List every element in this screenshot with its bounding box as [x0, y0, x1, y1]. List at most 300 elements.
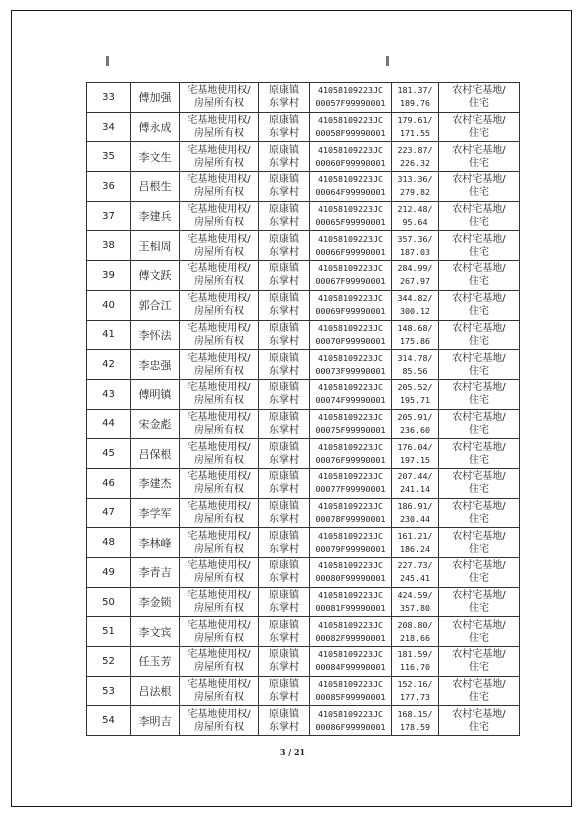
right-type-cell-line-2: 房屋所有权: [194, 454, 244, 466]
parcel-code-cell: [310, 439, 392, 469]
area-cell: [392, 201, 439, 231]
location-cell-line-2: 东掌村: [269, 157, 299, 169]
location-cell-line-2: 东掌村: [269, 395, 299, 407]
right-type-cell: [180, 172, 259, 202]
location-cell: [259, 587, 310, 617]
land-use-cell-line-2: 住宅: [469, 365, 489, 377]
row-number-cell: 44: [87, 409, 131, 439]
location-cell-line-2: 东掌村: [269, 128, 299, 140]
table-body: [87, 83, 520, 736]
row-number-cell: 33: [87, 83, 131, 113]
right-type-cell-line-1: 宅基地使用权/: [187, 590, 251, 602]
land-use-cell-line-2: 住宅: [469, 632, 489, 644]
owner-name-cell: 李林峰: [131, 528, 180, 558]
right-type-cell: [180, 231, 259, 261]
area-cell: [392, 142, 439, 172]
table-row: [87, 647, 520, 677]
location-cell-line-1: 原康镇: [269, 293, 299, 305]
right-type-cell-line-2: 房屋所有权: [194, 335, 244, 347]
land-use-cell-line-2: 住宅: [469, 157, 489, 169]
area-cell-line-1: 313.36/: [397, 174, 433, 185]
table-row: [87, 112, 520, 142]
parcel-code-cell-line-2: 00085F99990001: [315, 692, 386, 703]
land-use-cell: [439, 350, 520, 380]
owner-name-cell: 傅永成: [131, 112, 180, 142]
area-cell: [392, 290, 439, 320]
owner-name-cell: 任玉芳: [131, 647, 180, 677]
location-cell-line-1: 原康镇: [269, 619, 299, 631]
location-cell: [259, 172, 310, 202]
parcel-code-cell-line-2: 00080F99990001: [315, 573, 386, 584]
right-type-cell: [180, 409, 259, 439]
location-cell: [259, 201, 310, 231]
owner-name-cell: 李学军: [131, 498, 180, 528]
right-type-cell-line-1: 宅基地使用权/: [187, 233, 251, 245]
location-cell: [259, 112, 310, 142]
right-type-cell-line-2: 房屋所有权: [194, 246, 244, 258]
area-cell-line-1: 181.37/: [397, 85, 433, 96]
property-rights-table: [86, 82, 520, 736]
land-use-cell-line-1: 农村宅基地/: [452, 649, 506, 661]
right-type-cell: [180, 379, 259, 409]
table-row: [87, 350, 520, 380]
location-cell-line-2: 东掌村: [269, 692, 299, 704]
location-cell-line-2: 东掌村: [269, 424, 299, 436]
area-cell-line-1: 284.99/: [397, 263, 433, 274]
owner-name-cell: 李金锁: [131, 587, 180, 617]
right-type-cell-line-1: 宅基地使用权/: [187, 85, 251, 97]
parcel-code-cell-line-2: 00058F99990001: [315, 128, 386, 139]
table-row: [87, 617, 520, 647]
parcel-code-cell-line-1: 41058109223JC: [318, 233, 383, 244]
land-use-cell: [439, 498, 520, 528]
land-use-cell-line-1: 农村宅基地/: [452, 471, 506, 483]
land-use-cell: [439, 231, 520, 261]
location-cell-line-1: 原康镇: [269, 708, 299, 720]
parcel-code-cell: [310, 647, 392, 677]
land-use-cell-line-1: 农村宅基地/: [452, 233, 506, 245]
land-use-cell: [439, 142, 520, 172]
parcel-code-cell: [310, 409, 392, 439]
location-cell-line-1: 原康镇: [269, 322, 299, 334]
right-type-cell-line-1: 宅基地使用权/: [187, 679, 251, 691]
location-cell-line-2: 东掌村: [269, 365, 299, 377]
parcel-code-cell-line-1: 41058109223JC: [318, 263, 383, 274]
land-use-cell-line-1: 农村宅基地/: [452, 204, 506, 216]
area-cell-line-1: 205.52/: [397, 382, 433, 393]
right-type-cell-line-2: 房屋所有权: [194, 128, 244, 140]
owner-name-cell: 李建兵: [131, 201, 180, 231]
land-use-cell-line-2: 住宅: [469, 543, 489, 555]
right-type-cell: [180, 647, 259, 677]
location-cell-line-1: 原康镇: [269, 144, 299, 156]
land-use-cell-line-1: 农村宅基地/: [452, 441, 506, 453]
owner-name-cell: 吕保根: [131, 439, 180, 469]
row-number-cell: 54: [87, 706, 131, 736]
parcel-code-cell-line-1: 41058109223JC: [318, 560, 383, 571]
right-type-cell-line-1: 宅基地使用权/: [187, 649, 251, 661]
row-number-cell: 41: [87, 320, 131, 350]
parcel-code-cell: [310, 172, 392, 202]
land-use-cell-line-2: 住宅: [469, 395, 489, 407]
parcel-code-cell-line-1: 41058109223JC: [318, 500, 383, 511]
land-use-cell-line-2: 住宅: [469, 424, 489, 436]
land-use-cell: [439, 587, 520, 617]
owner-name-cell: 李建杰: [131, 468, 180, 498]
parcel-code-cell-line-1: 41058109223JC: [318, 352, 383, 363]
parcel-code-cell-line-2: 00082F99990001: [315, 632, 386, 643]
right-type-cell-line-1: 宅基地使用权/: [187, 263, 251, 275]
location-cell-line-1: 原康镇: [269, 649, 299, 661]
location-cell: [259, 142, 310, 172]
parcel-code-cell: [310, 261, 392, 291]
parcel-code-cell-line-1: 41058109223JC: [318, 441, 383, 452]
right-type-cell-line-2: 房屋所有权: [194, 395, 244, 407]
table-row: [87, 231, 520, 261]
table-row: [87, 290, 520, 320]
land-use-cell-line-2: 住宅: [469, 217, 489, 229]
land-use-cell-line-1: 农村宅基地/: [452, 293, 506, 305]
parcel-code-cell: [310, 231, 392, 261]
land-use-cell-line-2: 住宅: [469, 246, 489, 258]
right-type-cell: [180, 112, 259, 142]
parcel-code-cell-line-2: 00074F99990001: [315, 395, 386, 406]
land-use-cell-line-1: 农村宅基地/: [452, 619, 506, 631]
land-use-cell-line-1: 农村宅基地/: [452, 708, 506, 720]
row-number-cell: 40: [87, 290, 131, 320]
area-cell-line-1: 424.59/: [397, 590, 433, 601]
parcel-code-cell-line-2: 00081F99990001: [315, 603, 386, 614]
row-number-cell: 51: [87, 617, 131, 647]
right-type-cell-line-1: 宅基地使用权/: [187, 115, 251, 127]
right-type-cell-line-1: 宅基地使用权/: [187, 293, 251, 305]
location-cell-line-2: 东掌村: [269, 573, 299, 585]
location-cell-line-1: 原康镇: [269, 263, 299, 275]
right-type-cell-line-2: 房屋所有权: [194, 543, 244, 555]
location-cell-line-2: 东掌村: [269, 721, 299, 733]
parcel-code-cell-line-1: 41058109223JC: [318, 144, 383, 155]
parcel-code-cell-line-1: 41058109223JC: [318, 649, 383, 660]
land-use-cell: [439, 172, 520, 202]
area-cell-line-1: 181.59/: [397, 649, 433, 660]
land-use-cell: [439, 83, 520, 113]
area-cell-line-2: 175.86: [400, 335, 430, 346]
land-use-cell-line-2: 住宅: [469, 276, 489, 288]
land-use-cell-line-1: 农村宅基地/: [452, 263, 506, 275]
land-use-cell: [439, 439, 520, 469]
location-cell: [259, 350, 310, 380]
table-row: [87, 468, 520, 498]
owner-name-cell: 李忠强: [131, 350, 180, 380]
owner-name-cell: 吕根生: [131, 172, 180, 202]
right-type-cell-line-2: 房屋所有权: [194, 484, 244, 496]
land-use-cell: [439, 290, 520, 320]
land-use-cell-line-1: 农村宅基地/: [452, 322, 506, 334]
row-number-cell: 42: [87, 350, 131, 380]
parcel-code-cell-line-2: 00065F99990001: [315, 217, 386, 228]
location-cell-line-2: 东掌村: [269, 454, 299, 466]
land-use-cell: [439, 676, 520, 706]
area-cell-line-1: 212.48/: [397, 204, 433, 215]
land-use-cell-line-1: 农村宅基地/: [452, 352, 506, 364]
right-type-cell-line-2: 房屋所有权: [194, 306, 244, 318]
right-type-cell-line-2: 房屋所有权: [194, 98, 244, 110]
right-type-cell: [180, 706, 259, 736]
location-cell-line-1: 原康镇: [269, 352, 299, 364]
location-cell-line-1: 原康镇: [269, 233, 299, 245]
land-use-cell: [439, 647, 520, 677]
right-type-cell-line-2: 房屋所有权: [194, 513, 244, 525]
location-cell: [259, 617, 310, 647]
right-type-cell: [180, 83, 259, 113]
location-cell: [259, 231, 310, 261]
location-cell: [259, 83, 310, 113]
right-type-cell-line-2: 房屋所有权: [194, 603, 244, 615]
location-cell-line-2: 东掌村: [269, 662, 299, 674]
area-cell-line-1: 148.68/: [397, 322, 433, 333]
row-number-cell: 49: [87, 558, 131, 588]
area-cell-line-1: 161.21/: [397, 530, 433, 541]
land-use-cell-line-1: 农村宅基地/: [452, 411, 506, 423]
parcel-code-cell-line-2: 00084F99990001: [315, 662, 386, 673]
owner-name-cell: 李青吉: [131, 558, 180, 588]
table-row: [87, 706, 520, 736]
land-use-cell-line-2: 住宅: [469, 513, 489, 525]
area-cell-line-2: 95.64: [402, 217, 428, 228]
parcel-code-cell-line-2: 00067F99990001: [315, 276, 386, 287]
area-cell-line-2: 197.15: [400, 454, 430, 465]
parcel-code-cell-line-1: 41058109223JC: [318, 293, 383, 304]
parcel-code-cell-line-2: 00069F99990001: [315, 306, 386, 317]
owner-name-cell: 吕法根: [131, 676, 180, 706]
land-use-cell-line-1: 农村宅基地/: [452, 174, 506, 186]
right-type-cell-line-1: 宅基地使用权/: [187, 530, 251, 542]
area-cell: [392, 587, 439, 617]
right-type-cell: [180, 468, 259, 498]
right-type-cell: [180, 350, 259, 380]
land-use-cell-line-1: 农村宅基地/: [452, 144, 506, 156]
location-cell-line-1: 原康镇: [269, 85, 299, 97]
parcel-code-cell: [310, 528, 392, 558]
right-type-cell: [180, 528, 259, 558]
parcel-code-cell: [310, 142, 392, 172]
row-number-cell: 45: [87, 439, 131, 469]
location-cell: [259, 528, 310, 558]
table-row: [87, 142, 520, 172]
right-type-cell: [180, 676, 259, 706]
land-use-cell-line-2: 住宅: [469, 662, 489, 674]
right-type-cell: [180, 439, 259, 469]
land-use-cell-line-2: 住宅: [469, 454, 489, 466]
row-number-cell: 34: [87, 112, 131, 142]
area-cell-line-2: 189.76: [400, 98, 430, 109]
table-row: [87, 409, 520, 439]
right-type-cell-line-1: 宅基地使用权/: [187, 500, 251, 512]
table-row: [87, 83, 520, 113]
location-cell: [259, 676, 310, 706]
location-cell: [259, 706, 310, 736]
area-cell-line-2: 300.12: [400, 306, 430, 317]
location-cell-line-2: 东掌村: [269, 603, 299, 615]
location-cell: [259, 409, 310, 439]
right-type-cell-line-1: 宅基地使用权/: [187, 441, 251, 453]
right-type-cell-line-2: 房屋所有权: [194, 573, 244, 585]
parcel-code-cell: [310, 468, 392, 498]
location-cell-line-1: 原康镇: [269, 679, 299, 691]
land-use-cell: [439, 320, 520, 350]
area-cell: [392, 558, 439, 588]
parcel-code-cell-line-1: 41058109223JC: [318, 590, 383, 601]
parcel-code-cell-line-1: 41058109223JC: [318, 174, 383, 185]
land-use-cell-line-1: 农村宅基地/: [452, 560, 506, 572]
location-cell: [259, 558, 310, 588]
area-cell: [392, 498, 439, 528]
location-cell-line-1: 原康镇: [269, 411, 299, 423]
area-cell-line-1: 179.61/: [397, 115, 433, 126]
land-use-cell-line-2: 住宅: [469, 128, 489, 140]
right-type-cell-line-1: 宅基地使用权/: [187, 619, 251, 631]
parcel-code-cell-line-2: 00057F99990001: [315, 98, 386, 109]
right-type-cell: [180, 498, 259, 528]
right-type-cell-line-2: 房屋所有权: [194, 662, 244, 674]
owner-name-cell: 郭合江: [131, 290, 180, 320]
parcel-code-cell: [310, 320, 392, 350]
parcel-code-cell-line-2: 00070F99990001: [315, 335, 386, 346]
parcel-code-cell-line-2: 00060F99990001: [315, 157, 386, 168]
land-use-cell-line-2: 住宅: [469, 187, 489, 199]
right-type-cell-line-1: 宅基地使用权/: [187, 560, 251, 572]
table-row: [87, 528, 520, 558]
location-cell-line-2: 东掌村: [269, 98, 299, 110]
right-type-cell-line-2: 房屋所有权: [194, 692, 244, 704]
row-number-cell: 47: [87, 498, 131, 528]
row-number-cell: 36: [87, 172, 131, 202]
row-number-cell: 48: [87, 528, 131, 558]
table-row: [87, 379, 520, 409]
location-cell-line-1: 原康镇: [269, 471, 299, 483]
location-cell-line-1: 原康镇: [269, 590, 299, 602]
area-cell-line-2: 171.55: [400, 128, 430, 139]
table-row: [87, 172, 520, 202]
land-use-cell-line-1: 农村宅基地/: [452, 115, 506, 127]
location-cell-line-1: 原康镇: [269, 174, 299, 186]
area-cell-line-2: 218.66: [400, 632, 430, 643]
parcel-code-cell: [310, 290, 392, 320]
land-use-cell-line-2: 住宅: [469, 692, 489, 704]
parcel-code-cell-line-1: 41058109223JC: [318, 411, 383, 422]
area-cell-line-2: 186.24: [400, 543, 430, 554]
parcel-code-cell-line-2: 00075F99990001: [315, 424, 386, 435]
right-type-cell: [180, 142, 259, 172]
right-type-cell-line-2: 房屋所有权: [194, 365, 244, 377]
location-cell-line-2: 东掌村: [269, 513, 299, 525]
right-type-cell-line-1: 宅基地使用权/: [187, 144, 251, 156]
owner-name-cell: 王相周: [131, 231, 180, 261]
area-cell-line-2: 357.80: [400, 603, 430, 614]
row-number-cell: 53: [87, 676, 131, 706]
area-cell-line-1: 186.91/: [397, 500, 433, 511]
right-type-cell-line-2: 房屋所有权: [194, 157, 244, 169]
page-number: 3 / 21: [279, 747, 306, 757]
right-type-cell-line-2: 房屋所有权: [194, 187, 244, 199]
parcel-code-cell-line-1: 41058109223JC: [318, 85, 383, 96]
table-row: [87, 676, 520, 706]
parcel-code-cell-line-1: 41058109223JC: [318, 382, 383, 393]
parcel-code-cell-line-2: 00076F99990001: [315, 454, 386, 465]
right-type-cell: [180, 587, 259, 617]
land-use-cell: [439, 706, 520, 736]
location-cell: [259, 261, 310, 291]
location-cell: [259, 498, 310, 528]
location-cell-line-1: 原康镇: [269, 560, 299, 572]
right-type-cell: [180, 290, 259, 320]
owner-name-cell: 宋金彪: [131, 409, 180, 439]
area-cell-line-2: 85.56: [402, 365, 428, 376]
right-type-cell-line-1: 宅基地使用权/: [187, 174, 251, 186]
location-cell: [259, 439, 310, 469]
location-cell-line-1: 原康镇: [269, 530, 299, 542]
parcel-code-cell: [310, 201, 392, 231]
area-cell-line-1: 168.15/: [397, 708, 433, 719]
location-cell: [259, 647, 310, 677]
area-cell: [392, 231, 439, 261]
parcel-code-cell-line-1: 41058109223JC: [318, 471, 383, 482]
row-number-cell: 37: [87, 201, 131, 231]
right-type-cell-line-2: 房屋所有权: [194, 632, 244, 644]
parcel-code-cell: [310, 676, 392, 706]
right-type-cell-line-1: 宅基地使用权/: [187, 352, 251, 364]
right-type-cell-line-1: 宅基地使用权/: [187, 382, 251, 394]
land-use-cell: [439, 201, 520, 231]
table-row: [87, 587, 520, 617]
location-cell-line-2: 东掌村: [269, 276, 299, 288]
parcel-code-cell: [310, 83, 392, 113]
location-cell-line-2: 东掌村: [269, 187, 299, 199]
land-use-cell-line-1: 农村宅基地/: [452, 85, 506, 97]
parcel-code-cell-line-2: 00078F99990001: [315, 513, 386, 524]
area-cell-line-2: 187.03: [400, 246, 430, 257]
parcel-code-cell-line-1: 41058109223JC: [318, 530, 383, 541]
parcel-code-cell-line-2: 00079F99990001: [315, 543, 386, 554]
parcel-code-cell: [310, 587, 392, 617]
location-cell-line-2: 东掌村: [269, 484, 299, 496]
location-cell: [259, 468, 310, 498]
row-number-cell: 52: [87, 647, 131, 677]
area-cell-line-2: 279.82: [400, 187, 430, 198]
parcel-code-cell: [310, 706, 392, 736]
area-cell-line-2: 195.71: [400, 395, 430, 406]
right-type-cell-line-1: 宅基地使用权/: [187, 204, 251, 216]
area-cell-line-2: 241.14: [400, 484, 430, 495]
area-cell: [392, 706, 439, 736]
area-cell-line-2: 230.44: [400, 513, 430, 524]
area-cell: [392, 468, 439, 498]
right-type-cell-line-2: 房屋所有权: [194, 276, 244, 288]
area-cell: [392, 528, 439, 558]
area-cell-line-1: 152.16/: [397, 679, 433, 690]
location-cell-line-2: 东掌村: [269, 217, 299, 229]
area-cell-line-2: 245.41: [400, 573, 430, 584]
owner-name-cell: 李明吉: [131, 706, 180, 736]
area-cell-line-2: 226.32: [400, 157, 430, 168]
parcel-code-cell-line-2: 00066F99990001: [315, 246, 386, 257]
parcel-code-cell-line-1: 41058109223JC: [318, 322, 383, 333]
location-cell-line-2: 东掌村: [269, 632, 299, 644]
row-number-cell: 43: [87, 379, 131, 409]
area-cell-line-1: 208.80/: [397, 619, 433, 630]
binding-mark: [386, 56, 389, 66]
location-cell-line-2: 东掌村: [269, 335, 299, 347]
